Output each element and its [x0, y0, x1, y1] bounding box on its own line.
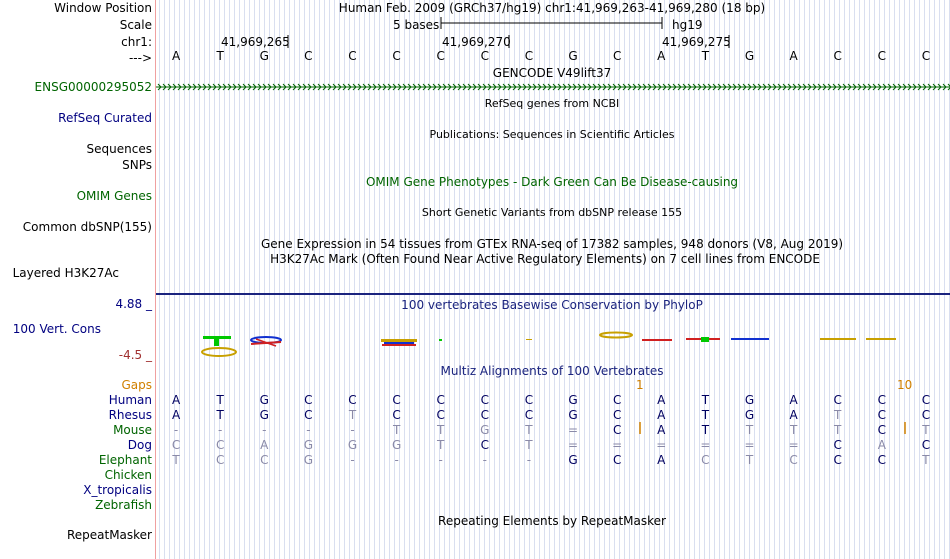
label-species-chicken[interactable]: Chicken [104, 468, 152, 482]
alignment-base-dog: T [437, 438, 445, 452]
alignment-base-elephant: - [526, 453, 532, 467]
alignment-base-rhesus: C [436, 408, 445, 422]
alignment-base-elephant: A [657, 453, 666, 467]
alignment-base-mouse: T [834, 423, 842, 437]
refseq-title: RefSeq genes from NCBI [484, 97, 620, 110]
alignment-base-rhesus: C [921, 408, 931, 422]
label-species-zebrafish[interactable]: Zebrafish [95, 498, 152, 512]
alignment-base-dog: C [921, 438, 931, 452]
position-title: Human Feb. 2009 (GRCh37/hg19) chr1:41,969,263-41,969,280 (18 bp) [338, 1, 766, 15]
alignment-base-dog: A [877, 438, 886, 452]
cons-logo-c [600, 333, 632, 338]
cons-logo-right [642, 337, 896, 342]
gap-mark-1: 1 [636, 378, 644, 392]
sequence-base: G [744, 49, 755, 63]
alignment-base-human: C [833, 393, 842, 407]
alignment-base-elephant: C [833, 453, 842, 467]
sequence-base: C [436, 49, 445, 63]
omim-title: OMIM Gene Phenotypes - Dark Green Can Be Disease-causing [365, 175, 739, 189]
alignment-base-mouse: - [306, 423, 311, 437]
alignment-base-rhesus: A [657, 408, 666, 422]
sequence-base: C [304, 49, 313, 63]
alignment-base-elephant: T [172, 453, 180, 467]
alignment-base-dog: = [700, 438, 711, 452]
alignment-base-human: C [921, 393, 931, 407]
label-species-mouse[interactable]: Mouse [113, 423, 152, 437]
alignment-base-mouse: T [701, 423, 710, 437]
alignment-base-dog: A [260, 438, 269, 452]
alignment-base-mouse: - [217, 423, 223, 437]
alignment-base-rhesus: G [259, 408, 269, 422]
sequence-base: G [259, 49, 269, 63]
label-species-elephant[interactable]: Elephant [98, 453, 152, 467]
dbsnp-title: Short Genetic Variants from dbSNP release 155 [421, 206, 683, 219]
coord-label-2: 41,969,270 [442, 35, 511, 49]
alignment-base-human: G [744, 393, 755, 407]
alignment-base-human: G [259, 393, 269, 407]
alignment-base-rhesus: G [744, 408, 755, 422]
alignment-base-human: A [171, 393, 181, 407]
track-label-column [0, 0, 155, 559]
conservation-track-line [156, 293, 950, 296]
label-gaps[interactable]: Gaps [121, 378, 152, 392]
alignment-base-human: T [216, 393, 224, 407]
label-gencode[interactable]: ENSG00000295052 [34, 80, 152, 94]
cons-tick-2 [526, 339, 532, 340]
alignment-base-dog: = [744, 438, 755, 452]
coord-label-3: 41,969,275 [662, 35, 731, 49]
alignment-base-elephant: C [789, 453, 798, 467]
sequence-base: A [789, 49, 798, 63]
alignment-base-elephant: G [303, 453, 314, 467]
sequence-base: A [657, 49, 666, 63]
alignment-base-dog: = [788, 438, 799, 452]
assembly-label: hg19 [672, 18, 703, 32]
sequence-base: A [171, 49, 181, 63]
label-omim[interactable]: OMIM Genes [76, 189, 152, 203]
alignment-base-human: T [701, 393, 710, 407]
alignment-base-mouse: T [922, 423, 930, 437]
alignment-base-dog: T [525, 438, 533, 452]
alignment-base-human: C [304, 393, 313, 407]
sequence-base: T [216, 49, 224, 63]
sequence-base: C [392, 49, 401, 63]
scale-bar [440, 15, 666, 31]
alignment-base-elephant: C [701, 453, 710, 467]
alignment-base-mouse: - [173, 423, 179, 437]
alignment-base-mouse: - [350, 423, 355, 437]
label-chr[interactable]: chr1: [121, 35, 152, 49]
alignment-base-human: C [392, 393, 401, 407]
alignment-base-rhesus: C [877, 408, 887, 422]
alignment-base-human: C [348, 393, 357, 407]
h3k27ac-title: H3K27Ac Mark (Often Found Near Active Regulatory Elements) on 7 cell lines from ENCODE [270, 252, 820, 266]
gencode-title: GENCODE V49lift37 [492, 66, 612, 80]
conservation-logo-plot[interactable] [156, 326, 950, 360]
multiz-title: Multiz Alignments of 100 Vertebrates [440, 364, 664, 378]
sequence-base: C [348, 49, 357, 63]
gencode-gene-feature[interactable] [156, 81, 950, 93]
alignment-base-dog: = [656, 438, 667, 452]
alignment-base-mouse: T [392, 423, 401, 437]
alignment-base-mouse: T [745, 423, 754, 437]
label-strand-arrow[interactable]: ---> [128, 51, 152, 65]
conservation-title: 100 vertebrates Basewise Conservation by PhyloP [401, 298, 703, 312]
alignment-base-elephant: - [350, 453, 355, 467]
alignment-base-human: C [480, 393, 490, 407]
label-sequences[interactable]: Sequences [86, 142, 152, 156]
alignment-base-elephant: G [568, 453, 578, 467]
alignment-base-rhesus: A [171, 408, 181, 422]
alignment-base-dog: C [480, 438, 490, 452]
sequence-base: C [921, 49, 931, 63]
alignment-base-mouse: - [262, 423, 267, 437]
alignment-base-mouse: C [877, 423, 887, 437]
sequence-base: C [877, 49, 887, 63]
alignment-base-human: G [568, 393, 578, 407]
alignment-base-rhesus: C [304, 408, 313, 422]
alignment-base-human: C [436, 393, 445, 407]
alignment-base-mouse: T [525, 423, 533, 437]
alignment-base-elephant: - [394, 453, 399, 467]
label-repeatmasker[interactable]: RepeatMasker [66, 528, 152, 542]
label-refseq[interactable]: RefSeq Curated [58, 111, 152, 125]
alignment-base-human: C [877, 393, 887, 407]
alignment-base-elephant: - [482, 453, 487, 467]
alignment-base-human: C [612, 393, 622, 407]
alignment-base-mouse: = [568, 423, 579, 437]
alignment-base-elephant: C [215, 453, 225, 467]
scale-text: 5 bases [393, 18, 440, 32]
alignment-base-dog: C [833, 438, 842, 452]
label-conservation[interactable]: 100 Vert. Cons [12, 322, 101, 336]
alignment-base-mouse: G [480, 423, 490, 437]
label-cons-max: 4.88 _ [115, 297, 152, 311]
alignment-base-elephant: C [877, 453, 887, 467]
coord-label-1: 41,969,265 [221, 35, 290, 49]
label-species-human[interactable]: Human [108, 393, 152, 407]
alignment-base-elephant: C [612, 453, 622, 467]
alignment-base-rhesus: T [701, 408, 710, 422]
alignment-base-human: C [524, 393, 534, 407]
alignment-base-rhesus: T [348, 408, 357, 422]
gap-mark-10: 10 [897, 378, 913, 392]
alignment-base-elephant: C [260, 453, 269, 467]
alignment-base-dog: C [171, 438, 181, 452]
alignment-base-rhesus: C [480, 408, 490, 422]
alignment-base-dog: C [215, 438, 225, 452]
alignment-base-rhesus: T [834, 408, 842, 422]
alignment-base-dog: = [568, 438, 579, 452]
ruler-ticks [156, 34, 950, 50]
cons-logo-t [202, 336, 236, 356]
label-species-rhesus[interactable]: Rhesus [108, 408, 152, 422]
label-scale[interactable]: Scale [119, 18, 152, 32]
alignment-base-rhesus: G [568, 408, 578, 422]
sequence-base: C [480, 49, 490, 63]
alignment-base-mouse: T [437, 423, 445, 437]
alignment-base-elephant: T [745, 453, 754, 467]
alignment-base-elephant: T [922, 453, 930, 467]
sequence-base: T [701, 49, 710, 63]
alignment-base-elephant: - [438, 453, 443, 467]
cons-tick-1 [439, 339, 442, 341]
repeatmasker-title: Repeating Elements by RepeatMasker [438, 514, 666, 528]
alignment-base-dog: = [612, 438, 623, 452]
alignment-base-mouse: C [612, 423, 622, 437]
sequence-base: C [524, 49, 534, 63]
label-snps[interactable]: SNPs [122, 158, 152, 172]
gtex-title: Gene Expression in 54 tissues from GTEx RNA-seq of 17382 samples, 948 donors (V8, Aug 2019) [260, 237, 844, 251]
alignment-base-rhesus: A [789, 408, 798, 422]
sequence-base: C [612, 49, 622, 63]
alignment-base-mouse: A [657, 423, 666, 437]
label-cons-min: -4.5 _ [118, 348, 152, 362]
alignment-base-rhesus: C [524, 408, 534, 422]
alignment-base-human: A [657, 393, 666, 407]
cons-logo-mixed [381, 339, 417, 346]
alignment-base-mouse: T [789, 423, 798, 437]
label-h3k27ac[interactable]: Layered H3K27Ac [12, 266, 119, 280]
label-dbsnp[interactable]: Common dbSNP(155) [22, 220, 152, 234]
alignment-base-human: A [789, 393, 798, 407]
alignment-base-dog: G [303, 438, 314, 452]
cons-logo-g [251, 337, 281, 346]
label-species-xtropicalis[interactable]: X_tropicalis [83, 483, 152, 497]
publications-title: Publications: Sequences in Scientific Articles [429, 128, 675, 141]
alignment-base-rhesus: C [612, 408, 622, 422]
sequence-base: C [833, 49, 842, 63]
alignment-base-dog: G [391, 438, 402, 452]
label-species-dog[interactable]: Dog [127, 438, 152, 452]
track-image[interactable] [156, 0, 950, 559]
alignment-base-dog: G [347, 438, 358, 452]
sequence-base: G [568, 49, 578, 63]
alignment-base-rhesus: C [392, 408, 401, 422]
label-window-position[interactable]: Window Position [54, 1, 152, 15]
alignment-base-rhesus: T [216, 408, 224, 422]
